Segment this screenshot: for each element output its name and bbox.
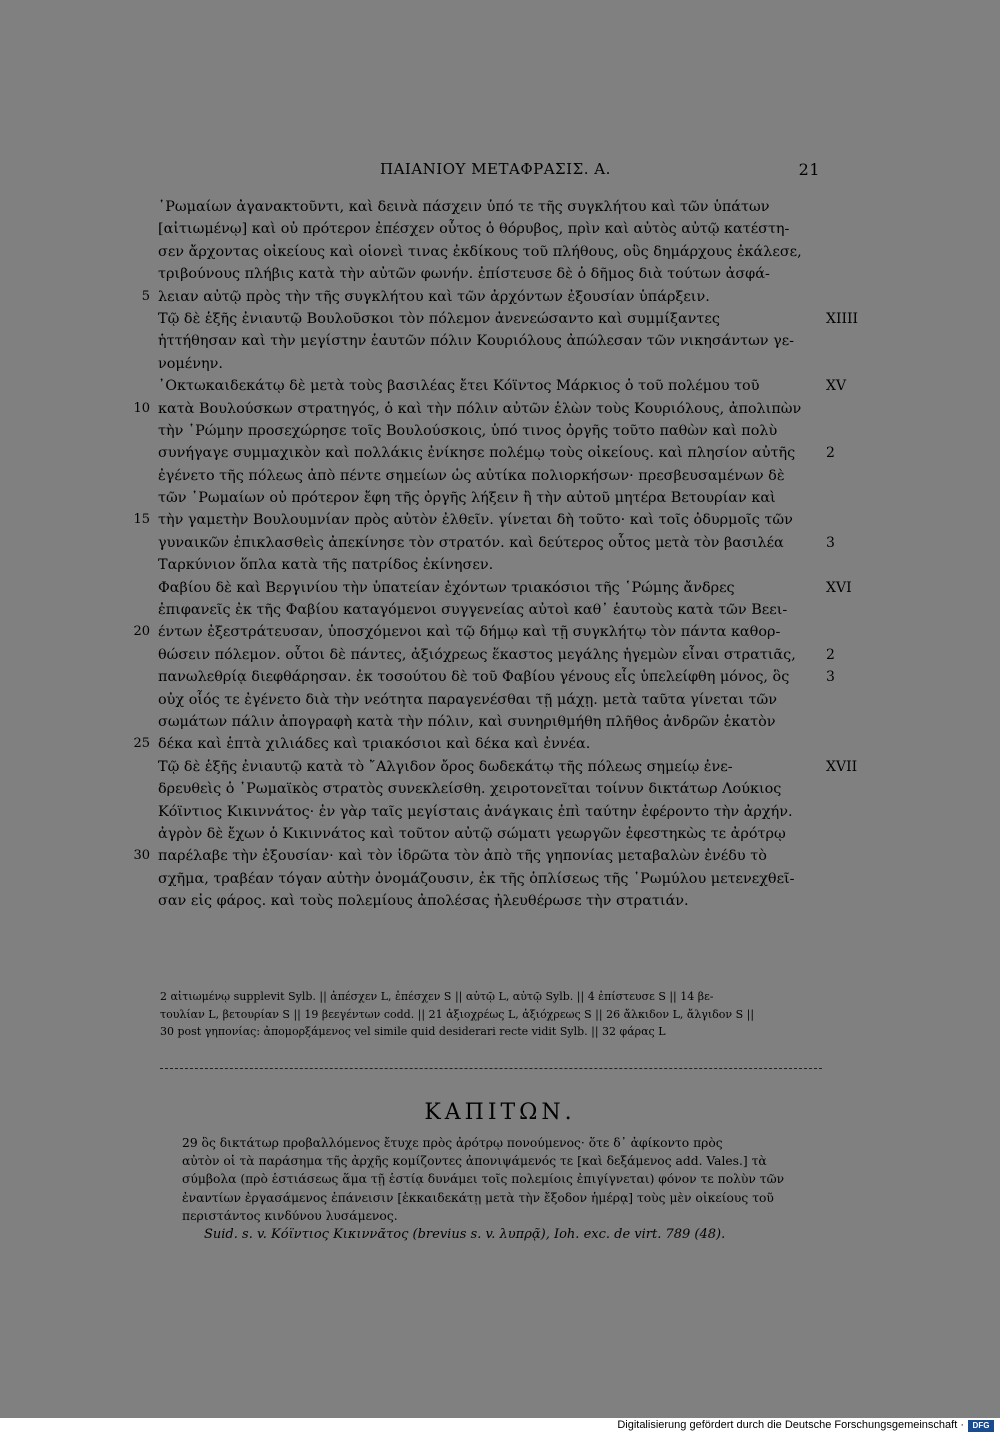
line-text: νομένην. [158, 355, 223, 372]
line-text: παρέλαβε τὴν ἐξουσίαν· καὶ τὸν ἱδρῶτα τὸν ἀπὸ τῆς γηπονίας μεταβαλὼν ἐνέδυ τὸ [158, 848, 767, 865]
text-line [158, 241, 822, 263]
text-line [158, 465, 822, 487]
text-line [158, 218, 822, 240]
text-line [133, 398, 822, 420]
line-text: ἐγένετο τῆς πόλεως ἀπὸ πέντε σημείων ὡς αὐτίκα πολιορκήσων· πρεσβευσαμένων δὲ [158, 467, 785, 484]
text-line [158, 353, 822, 375]
text-line [158, 801, 822, 823]
chapter-line: αὐτὸν οἱ τὰ παράσημα τῆς ἀρχῆς κομίζοντες ἀπονιψάμενός τε [καὶ δεξάμενος add. Vales.] τὰ [182, 1154, 767, 1169]
line-text: σαν εἰς φάρος. καὶ τοὺς πολεμίους ἀπολέσας ἠλευθέρωσε τὴν στρατιάν. [158, 893, 689, 910]
line-text: τὴν ῾Ρώμην προσεχώρησε τοῖς Βουλούσκοις, ὑπό τινος ὀργῆς τοῦτο παθὼν καὶ πολὺ [158, 422, 778, 439]
page-number: 21 [798, 160, 820, 179]
critical-apparatus [160, 988, 822, 1041]
line-text: πανωλεθρίᾳ διεφθάρησαν. ἐκ τοσούτου δὲ τοῦ Φαβίου γένους εἷς ὑπελείφθη μόνος, ὃς [158, 669, 790, 686]
line-text: ἐπιφανεῖς ἐκ τῆς Φαβίου καταγόμενοι συγγενείας αὐτοὶ καθ᾿ ἑαυτοὺς κατὰ τῶν Βεει- [158, 602, 788, 619]
text-line [158, 196, 822, 218]
text-line [158, 711, 822, 733]
line-number: 10 [133, 400, 150, 416]
line-number: 20 [133, 624, 150, 640]
text-line [158, 890, 822, 912]
section-divider [160, 1068, 822, 1069]
chapter-line: ἐναντίων ἐργασάμενος ἐπάνεισιν [ἑκκαιδεκάτῃ μετὰ τὴν ἔξοδον ἡμέρᾳ] τοὺς μὲν οἰκείους τοῦ [182, 1190, 774, 1205]
line-text: Τῷ δὲ ἑξῆς ἐνιαυτῷ κατὰ τὸ ῎Αλγιδον ὄρος δωδεκάτῳ τῆς πόλεως σημείῳ ἐνε- [158, 758, 733, 775]
text-line [133, 509, 822, 531]
text-line [158, 375, 847, 397]
text-line [158, 756, 858, 778]
chapter-title: ΚΑΠΙΤΩΝ. [424, 1100, 576, 1125]
chapter-text [182, 1134, 822, 1242]
line-text: σεν ἄρχοντας οἰκείους καὶ οἱονεὶ τινας ἐκδίκους τοῦ πλήθους, οὓς δημάρχους ἐκάλεσε, [158, 243, 802, 260]
running-title: ΠΑΙΑΝΙΟΥ ΜΕΤΑΦΡΑΣΙΣ. Α. [380, 160, 611, 178]
line-text: δέκα καὶ ἑπτὰ χιλιάδες καὶ τριακόσιοι καὶ δέκα καὶ ἐννέα. [158, 736, 591, 753]
line-text: θώσειν πόλεμον. οὗτοι δὲ πάντες, ἀξιόχρεως ἕκαστος μεγάλης ἡγεμὼν εἶναι στρατιᾶς, [158, 646, 796, 663]
text-line [158, 554, 822, 576]
main-text [133, 196, 859, 913]
source-citation: Suid. s. v. Κόϊντιος Κικιννᾶτος (brevius s. v. λυπρᾷ), Ioh. exc. de virt. 789 (48). [204, 1226, 726, 1242]
text-line [133, 733, 822, 755]
text-line [158, 666, 835, 688]
text-line [158, 868, 822, 890]
line-text: κατὰ Βουλούσκων στρατηγός, ὁ καὶ τὴν πόλιν αὐτῶν ἑλὼν τοὺς Κουριόλους, ἀπολιπὼν [158, 400, 802, 417]
line-text: Ταρκύνιον ὅπλα κατὰ τῆς πατρίδος ἐκίνησεν. [158, 557, 494, 574]
line-text: [αἰτιωμένῳ] καὶ οὐ πρότερον ἐπέσχεν οὗτος ὁ θόρυβος, πρὶν καὶ αὐτὸς αὐτῷ κατέστη- [158, 221, 790, 238]
line-text: οὐχ οἷός τε ἐγένετο διὰ τὴν νεότητα παραγενέσθαι τῇ μάχῃ. μετὰ ταῦτα γίνεται τῶν [158, 691, 777, 708]
line-number: 30 [133, 848, 150, 864]
dfg-logo[interactable]: DFG [968, 1420, 994, 1432]
funding-credit: Digitalisierung gefördert durch die Deutsche Forschungsgemeinschaft · [617, 1419, 964, 1431]
text-line [133, 845, 822, 867]
line-text: τριβούνους πλήβις κατὰ τὴν αὐτῶν φωνήν. ἐπίστευσε δὲ ὁ δῆμος διὰ τούτων ἀσφά- [158, 266, 770, 283]
text-line [141, 286, 822, 308]
text-line [158, 263, 822, 285]
line-text: έντων ἐξεστράτευσαν, ὑποσχόμενοι καὶ τῷ δήμῳ καὶ τῇ συγκλήτῳ τὸν πάντα καθορ- [158, 624, 781, 641]
line-text: γυναικῶν ἐπικλασθεὶς ἀπεκίνησε τὸν στρατόν. καὶ δεύτερος οὗτος μετὰ τὸν βασιλέα [158, 534, 784, 551]
line-text: Κόϊντιος Κικιννάτος· ἐν γὰρ ταῖς μεγίσταις ἀνάγκαις ἐπὶ ταύτην ἐφέροντο τὴν ἀρχήν. [158, 803, 793, 820]
text-line [158, 599, 822, 621]
line-number: 5 [141, 288, 150, 304]
margin-note: 2 [826, 445, 835, 462]
chapter-line: περιστάντος κινδύνου λυσάμενος. [182, 1208, 398, 1223]
apparatus-line: 2 αἰτιωμένῳ supplevit Sylb. || ἀπέσχεν L, ἐπέσχεν S || αὐτῷ L, αὐτῷ Sylb. || 4 ἐπίστευσε S || 14 βε- [160, 990, 714, 1003]
margin-note: XVII [826, 758, 858, 775]
page-header [380, 160, 820, 178]
text-line [158, 442, 835, 464]
margin-note: 3 [826, 534, 835, 551]
line-text: τὴν γαμετὴν Βουλουμνίαν πρὸς αὐτὸν ἐλθεῖν. γίνεται δὴ τοῦτο· καὶ τοῖς ὀδυρμοῖς τῶν [158, 512, 793, 529]
apparatus-line: τουλίαν L, βετουρίαν S || 19 βεεγέντων codd. || 21 ἀξιοχρέως L, ἀξιόχρεως S || 26 ἄλκιδον L, ἄλγιδον S || [160, 1007, 755, 1021]
line-text: δρευθεὶς ὁ ῾Ρωμαϊκὸς στρατὸς συνεκλείσθη. χειροτονεῖται τοίνυν δικτάτωρ Λούκιος [158, 781, 782, 798]
text-line [158, 689, 822, 711]
line-text: Φαβίου δὲ καὶ Βεργινίου τὴν ὑπατείαν ἐχόντων τριακόσιοι τῆς ῾Ρώμης ἄνδρες [158, 579, 735, 596]
line-text: ᾿Οκτωκαιδεκάτῳ δὲ μετὰ τοὺς βασιλέας ἔτει Κόϊντος Μάρκιος ὁ τοῦ πολέμου τοῦ [158, 378, 760, 395]
line-text: Τῷ δὲ ἑξῆς ἐνιαυτῷ Βουλοῦσκοι τὸν πόλεμον ἀνενεώσαντο καὶ συμμίξαντες [158, 310, 720, 327]
line-text: συνήγαγε συμμαχικὸν καὶ πολλάκις ἐνίκησε πολέμῳ τοὺς οἰκείους. καὶ πλησίον αὐτῆς [158, 445, 796, 462]
text-line [158, 420, 822, 442]
text-line [158, 308, 859, 330]
text-line [158, 487, 822, 509]
margin-note: 2 [826, 646, 835, 663]
text-line [158, 823, 822, 845]
line-text: τῶν ῾Ρωμαίων οὐ πρότερον ἔφη τῆς ὀργῆς λήξειν ἢ τὴν αὐτοῦ μητέρα Βετουρίαν καὶ [158, 490, 776, 507]
footer-bar [0, 1418, 1000, 1434]
chapter-line: σύμβολα (πρὸ ἑστιάσεως ἅμα τῇ ἑστίᾳ δυνάμει τοῖς πολεμίοις ἐπιγίγνεται) φόνον τε πολὺν τῶν [182, 1172, 785, 1187]
line-number: 15 [133, 512, 150, 528]
line-text: ἀγρὸν δὲ ἔχων ὁ Κικιννάτος καὶ τοῦτον αὐτῷ σώματι γεωργῶν ἐφεστηκὼς τε ἀρότρῳ [158, 825, 786, 842]
apparatus-line: 30 post γηπονίας: ἀπομορξάμενος vel simile quid desiderari recte vidit Sylb. || 32 φάρας L [160, 1025, 666, 1038]
line-number: 25 [133, 736, 150, 752]
chapter-line: 29 ὃς δικτάτωρ προβαλλόμενος ἔτυχε πρὸς ἀρότρῳ πονούμενος· ὅτε δ᾿ ἀφίκοντο πρὸς [182, 1136, 723, 1150]
text-line [158, 330, 822, 352]
text-line [158, 577, 852, 599]
text-line [158, 532, 835, 554]
text-line [133, 621, 822, 643]
line-text: λειαν αὐτῷ πρὸς τὴν τῆς συγκλήτου καὶ τῶν ἀρχόντων ἐξουσίαν ὑπάρξειν. [158, 288, 710, 305]
text-line [158, 644, 835, 666]
text-line [158, 778, 822, 800]
margin-note: 3 [826, 669, 835, 686]
margin-note: XIIII [826, 310, 859, 327]
line-text: ἡττήθησαν καὶ τὴν μεγίστην ἑαυτῶν πόλιν Κουριόλους ἀπώλεσαν τῶν νικησάντων γε- [158, 333, 795, 350]
margin-note: XV [826, 378, 847, 395]
line-text: ῾Ρωμαίων ἀγανακτοῦντι, καὶ δεινὰ πάσχειν ὑπό τε τῆς συγκλήτου καὶ τῶν ὑπάτων [158, 199, 770, 215]
line-text: σωμάτων πάλιν ἀπογραφὴ κατὰ τὴν πόλιν, καὶ συνηριθμήθη πλῆθος ἀνδρῶν ἑκατὸν [158, 713, 776, 730]
line-text: σχῆμα, τραβέαν τόγαν αὐτὴν ὀνομάζουσιν, ἐκ τῆς ὁπλίσεως τῆς ῾Ρωμύλου μετενεχθεῖ- [158, 870, 795, 887]
margin-note: XVI [826, 579, 852, 596]
